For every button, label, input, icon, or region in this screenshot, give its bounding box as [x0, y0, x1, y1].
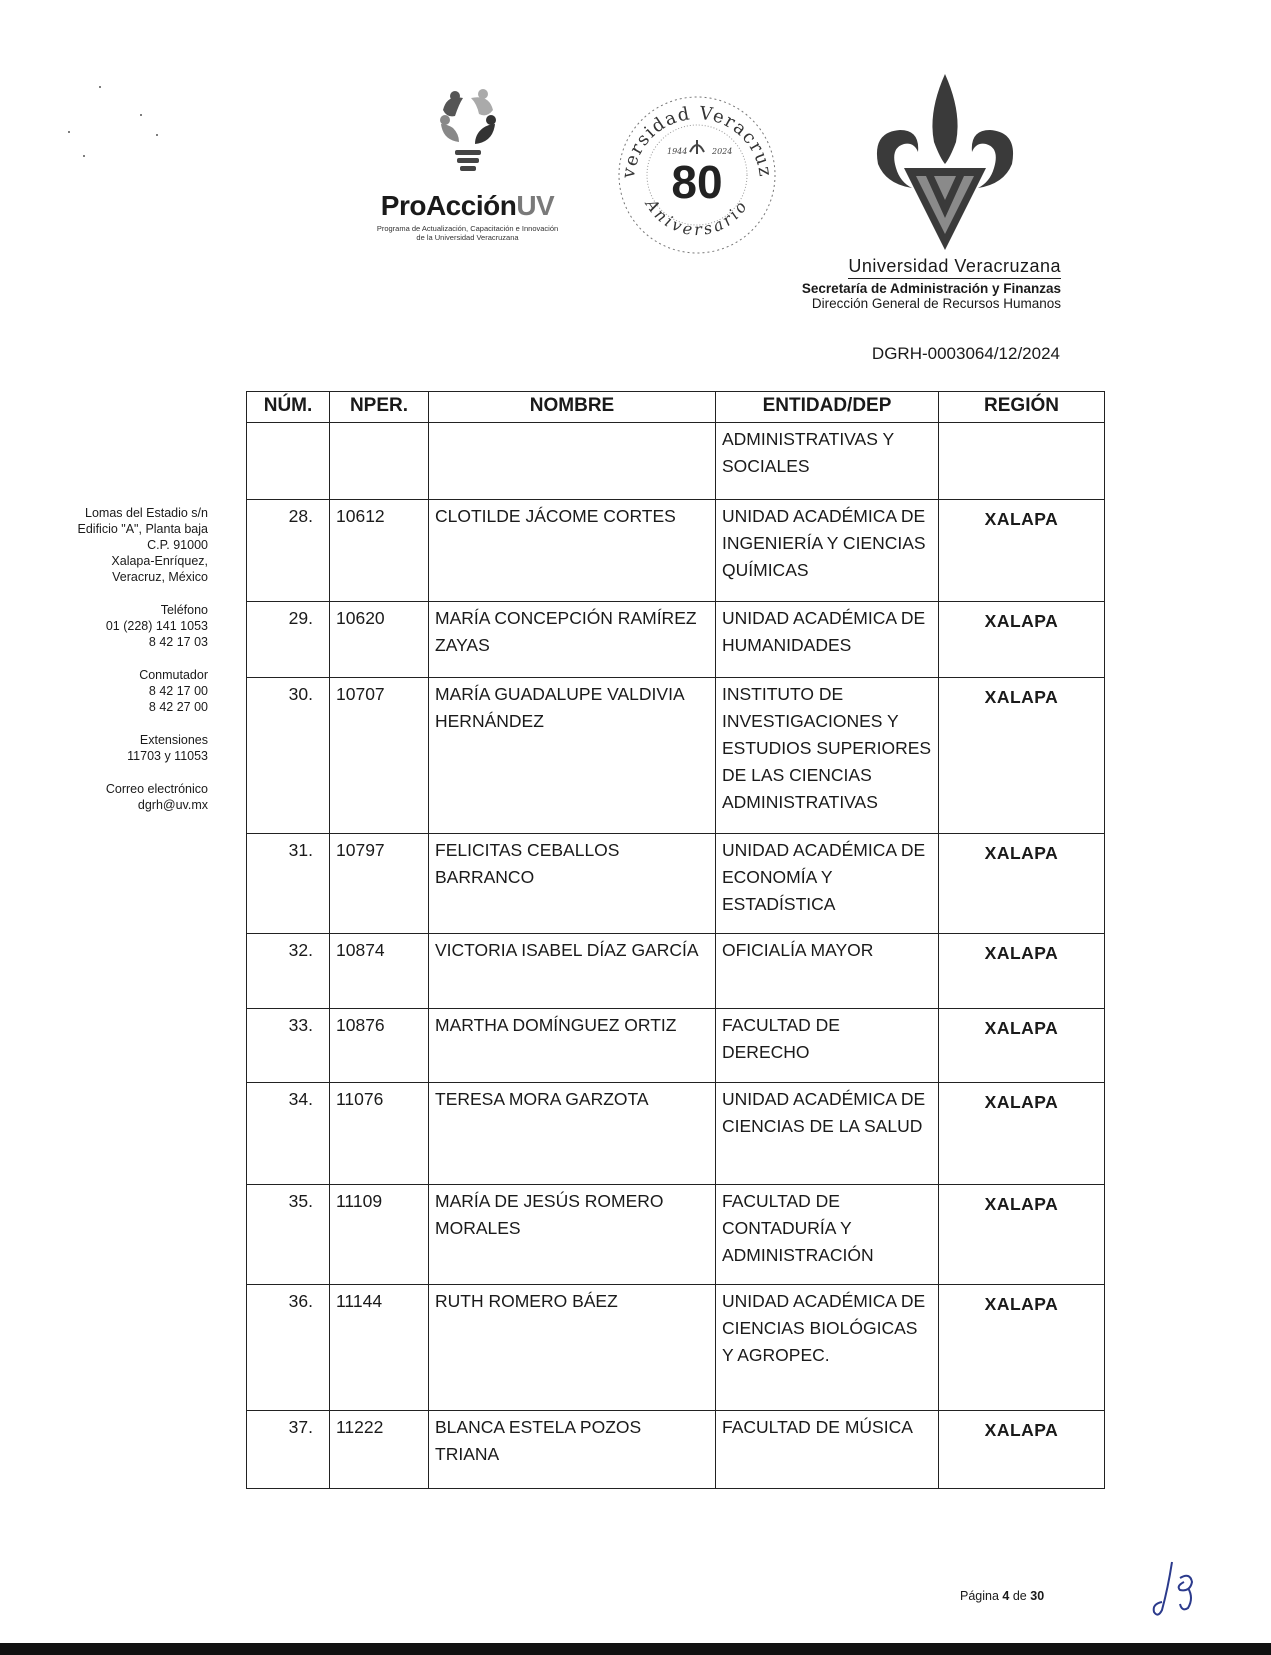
lightbulb-people-icon [433, 88, 503, 188]
anniversary-seal [612, 90, 782, 265]
cell-num: 28. [247, 500, 330, 602]
cell-region: XALAPA [939, 934, 1105, 1009]
cell-num: 37. [247, 1411, 330, 1489]
directorate-name: Dirección General de Recursos Humanos [811, 296, 1061, 311]
cell-entidad: OFICIALÍA MAYOR [716, 934, 939, 1009]
address-line: Lomas del Estadio s/n [85, 506, 208, 520]
phone-number: 8 42 17 03 [148, 635, 208, 649]
seal-year-start: 1944 [667, 147, 688, 156]
extensions-block [60, 732, 208, 764]
proaccion-tagline-line2: de la Universidad Veracruzana [416, 233, 519, 242]
seal-year-end: 2024 [712, 147, 733, 156]
table-header-row [247, 392, 1105, 423]
table-row [247, 602, 1105, 678]
cell-region: XALAPA [939, 1009, 1105, 1083]
cell-num [247, 423, 330, 500]
table-row [247, 678, 1105, 834]
cell-nper: 11222 [330, 1411, 429, 1489]
cell-num: 29. [247, 602, 330, 678]
cell-nombre: BLANCA ESTELA POZOS TRIANA [429, 1411, 716, 1489]
cell-nombre: MARÍA DE JESÚS ROMERO MORALES [429, 1185, 716, 1285]
proaccion-tagline [360, 224, 575, 242]
cell-entidad: INSTITUTO DE INVESTIGACIONES Y ESTUDIOS SUPERIORES DE LAS CIENCIAS ADMINISTRATIVAS [716, 678, 939, 834]
table-row [247, 1285, 1105, 1411]
cell-nombre: FELICITAS CEBALLOS BARRANCO [429, 834, 716, 934]
extensions-value: 11703 y 11053 [127, 749, 208, 763]
cell-nombre: MARÍA GUADALUPE VALDIVIA HERNÁNDEZ [429, 678, 716, 834]
cell-nombre: MARÍA CONCEPCIÓN RAMÍREZ ZAYAS [429, 602, 716, 678]
cell-entidad: FACULTAD DE CONTADURÍA Y ADMINISTRACIÓN [716, 1185, 939, 1285]
cell-nper [330, 423, 429, 500]
seal-number: 80 [671, 156, 723, 208]
phone-number: 01 (228) 141 1053 [105, 619, 208, 633]
institution-name: Universidad Veracruzana [848, 256, 1061, 279]
uv-fleur-de-lis-logo [870, 72, 1020, 257]
email-block [60, 781, 208, 813]
cell-num: 32. [247, 934, 330, 1009]
personnel-table [246, 391, 1105, 1489]
page-total: 30 [1030, 1589, 1045, 1603]
cell-region: XALAPA [939, 1083, 1105, 1185]
cell-entidad: ADMINISTRATIVAS Y SOCIALES [716, 423, 939, 500]
extensions-label: Extensiones [139, 733, 208, 747]
cell-region: XALAPA [939, 500, 1105, 602]
phone-block [60, 602, 208, 650]
email-address: dgrh@uv.mx [137, 798, 208, 812]
cell-nper: 10707 [330, 678, 429, 834]
switchboard-number: 8 42 17 00 [148, 684, 208, 698]
contact-sidebar [60, 505, 208, 830]
col-header-region: REGIÓN [939, 392, 1105, 423]
cell-num: 33. [247, 1009, 330, 1083]
cell-nper: 10874 [330, 934, 429, 1009]
proaccion-name-suffix: UV [516, 190, 555, 221]
col-header-nombre: NOMBRE [429, 392, 716, 423]
col-header-entidad: ENTIDAD/DEP [716, 392, 939, 423]
table-row [247, 834, 1105, 934]
address-line: Edificio "A", Planta baja [77, 522, 208, 536]
col-header-nper: NPER. [330, 392, 429, 423]
document-reference: DGRH-0003064/12/2024 [871, 344, 1060, 363]
cell-nper: 10797 [330, 834, 429, 934]
cell-nper: 11144 [330, 1285, 429, 1411]
cell-nombre [429, 423, 716, 500]
cell-region: XALAPA [939, 678, 1105, 834]
page-of: de [1012, 1589, 1027, 1603]
phone-label: Teléfono [160, 603, 208, 617]
cell-entidad: UNIDAD ACADÉMICA DE CIENCIAS BIOLÓGICAS Y AGROPEC. [716, 1285, 939, 1411]
table-row [247, 1009, 1105, 1083]
proaccion-logo [360, 88, 575, 242]
cell-nper: 11076 [330, 1083, 429, 1185]
seal-arc-bottom: Aniversario [641, 195, 753, 240]
email-label: Correo electrónico [105, 782, 208, 796]
switchboard-number: 8 42 27 00 [148, 700, 208, 714]
page-label: Página [960, 1589, 999, 1603]
cell-nombre: RUTH ROMERO BÁEZ [429, 1285, 716, 1411]
proaccion-tagline-line1: Programa de Actualización, Capacitación e Innovación [376, 224, 559, 233]
page-current: 4 [1002, 1589, 1010, 1603]
cell-num: 36. [247, 1285, 330, 1411]
address-line: C.P. 91000 [147, 538, 208, 552]
cell-num: 30. [247, 678, 330, 834]
cell-region [939, 423, 1105, 500]
table-row [247, 423, 1105, 500]
switchboard-label: Conmutador [139, 668, 208, 682]
proaccion-name-main: ProAcción [380, 190, 517, 221]
cell-region: XALAPA [939, 602, 1105, 678]
cell-nombre: VICTORIA ISABEL DÍAZ GARCÍA [429, 934, 716, 1009]
cell-num: 31. [247, 834, 330, 934]
cell-entidad: UNIDAD ACADÉMICA DE INGENIERÍA Y CIENCIAS QUÍMICAS [716, 500, 939, 602]
table-row [247, 1185, 1105, 1285]
table-row [247, 1083, 1105, 1185]
cell-entidad: FACULTAD DE MÚSICA [716, 1411, 939, 1489]
cell-nper: 10612 [330, 500, 429, 602]
address-line: Veracruz, México [112, 570, 208, 584]
page-number [960, 1589, 1044, 1603]
institution-block [641, 256, 1061, 311]
cell-nombre: CLOTILDE JÁCOME CORTES [429, 500, 716, 602]
cell-region: XALAPA [939, 834, 1105, 934]
table-row [247, 934, 1105, 1009]
cell-nper: 10620 [330, 602, 429, 678]
address-line: Xalapa-Enríquez, [111, 554, 208, 568]
table-row [247, 500, 1105, 602]
proaccion-name [360, 190, 575, 222]
cell-region: XALAPA [939, 1285, 1105, 1411]
cell-num: 35. [247, 1185, 330, 1285]
cell-region: XALAPA [939, 1185, 1105, 1285]
cell-entidad: UNIDAD ACADÉMICA DE ECONOMÍA Y ESTADÍSTICA [716, 834, 939, 934]
cell-region: XALAPA [939, 1411, 1105, 1489]
cell-entidad: UNIDAD ACADÉMICA DE CIENCIAS DE LA SALUD [716, 1083, 939, 1185]
cell-nper: 11109 [330, 1185, 429, 1285]
handwritten-initials [1150, 1558, 1210, 1627]
seal-arc-top: versidad Veracruz [617, 102, 776, 180]
address-block [60, 505, 208, 585]
scan-bottom-edge [0, 1643, 1271, 1655]
cell-num: 34. [247, 1083, 330, 1185]
secretariat-name: Secretaría de Administración y Finanzas [801, 281, 1061, 296]
cell-nombre: MARTHA DOMÍNGUEZ ORTIZ [429, 1009, 716, 1083]
cell-entidad: UNIDAD ACADÉMICA DE HUMANIDADES [716, 602, 939, 678]
cell-nombre: TERESA MORA GARZOTA [429, 1083, 716, 1185]
col-header-num: NÚM. [247, 392, 330, 423]
switchboard-block [60, 667, 208, 715]
table-row [247, 1411, 1105, 1489]
cell-nper: 10876 [330, 1009, 429, 1083]
fleur-small-icon [690, 140, 704, 154]
cell-entidad: FACULTAD DE DERECHO [716, 1009, 939, 1083]
